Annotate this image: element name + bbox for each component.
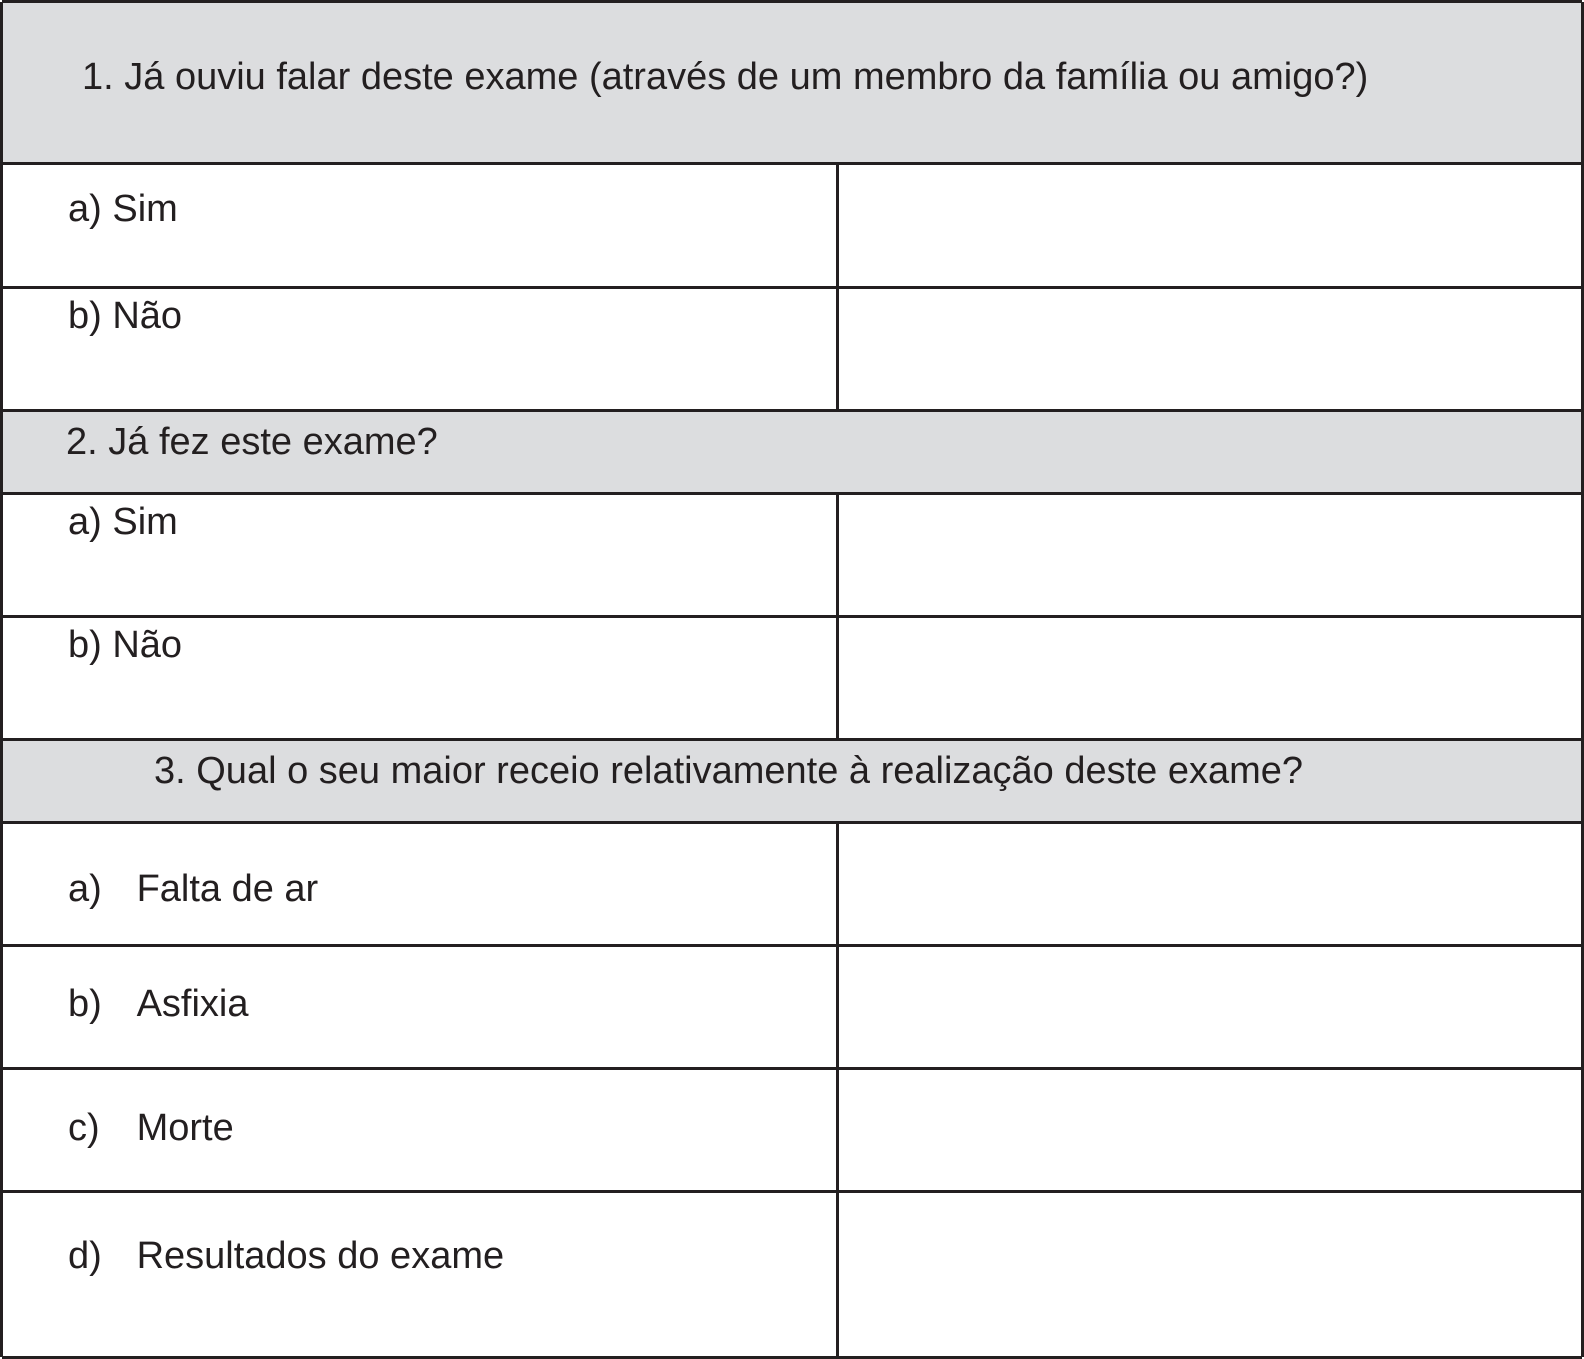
option-letter: b) (68, 624, 102, 666)
row-divider (2, 944, 1582, 947)
question-1-text: 1. Já ouviu falar deste exame (através de um membro da família ou amigo?) (82, 56, 1369, 98)
question-2-answer-a[interactable] (839, 494, 1582, 616)
option-letter: a) (68, 501, 102, 543)
question-1-header (2, 2, 1582, 164)
table-border-top (2, 0, 1582, 3)
option-letter: a) (68, 188, 102, 230)
question-1-answer-b[interactable] (839, 288, 1582, 410)
row-divider (2, 1067, 1582, 1070)
row-divider (2, 615, 1582, 618)
column-divider (836, 494, 839, 739)
question-2-header (2, 411, 1582, 493)
question-3-answer-d[interactable] (839, 1192, 1582, 1356)
question-3-option-d (68, 1234, 504, 1278)
question-2-text: 2. Já fez este exame? (66, 421, 438, 463)
question-3-option-a (68, 867, 318, 911)
option-letter: b) (68, 983, 102, 1025)
question-3-header (2, 740, 1582, 822)
row-divider (2, 162, 1582, 165)
row-divider (2, 409, 1582, 412)
option-label: Sim (112, 188, 178, 230)
option-label: Morte (136, 1107, 234, 1149)
option-letter: b) (68, 295, 102, 337)
question-3-option-b (68, 982, 248, 1026)
option-label: Asfixia (136, 983, 249, 1025)
question-1-option-b (68, 294, 182, 338)
option-label: Sim (112, 501, 178, 543)
row-divider (2, 738, 1582, 741)
option-label: Falta de ar (136, 868, 319, 910)
option-label: Resultados do exame (136, 1235, 505, 1277)
question-2-option-a (68, 500, 178, 544)
row-divider (2, 821, 1582, 824)
question-3-answer-b[interactable] (839, 946, 1582, 1068)
row-divider (2, 286, 1582, 289)
option-letter: c) (68, 1107, 100, 1149)
question-3-answer-c[interactable] (839, 1069, 1582, 1191)
option-letter: a) (68, 868, 102, 910)
question-3-answer-a[interactable] (839, 823, 1582, 945)
question-3-text: 3. Qual o seu maior receio relativamente à realização deste exame? (154, 750, 1304, 792)
question-2-answer-b[interactable] (839, 617, 1582, 739)
row-divider (2, 492, 1582, 495)
column-divider (836, 164, 839, 410)
table-border-left (0, 2, 3, 1357)
column-divider (836, 823, 839, 1357)
option-letter: d) (68, 1235, 102, 1277)
question-3-option-c (68, 1106, 234, 1150)
option-label: Não (112, 624, 183, 666)
question-1-option-a (68, 187, 178, 231)
row-divider (2, 1190, 1582, 1193)
option-label: Não (112, 295, 183, 337)
question-1-answer-a[interactable] (839, 165, 1582, 287)
question-2-option-b (68, 623, 182, 667)
